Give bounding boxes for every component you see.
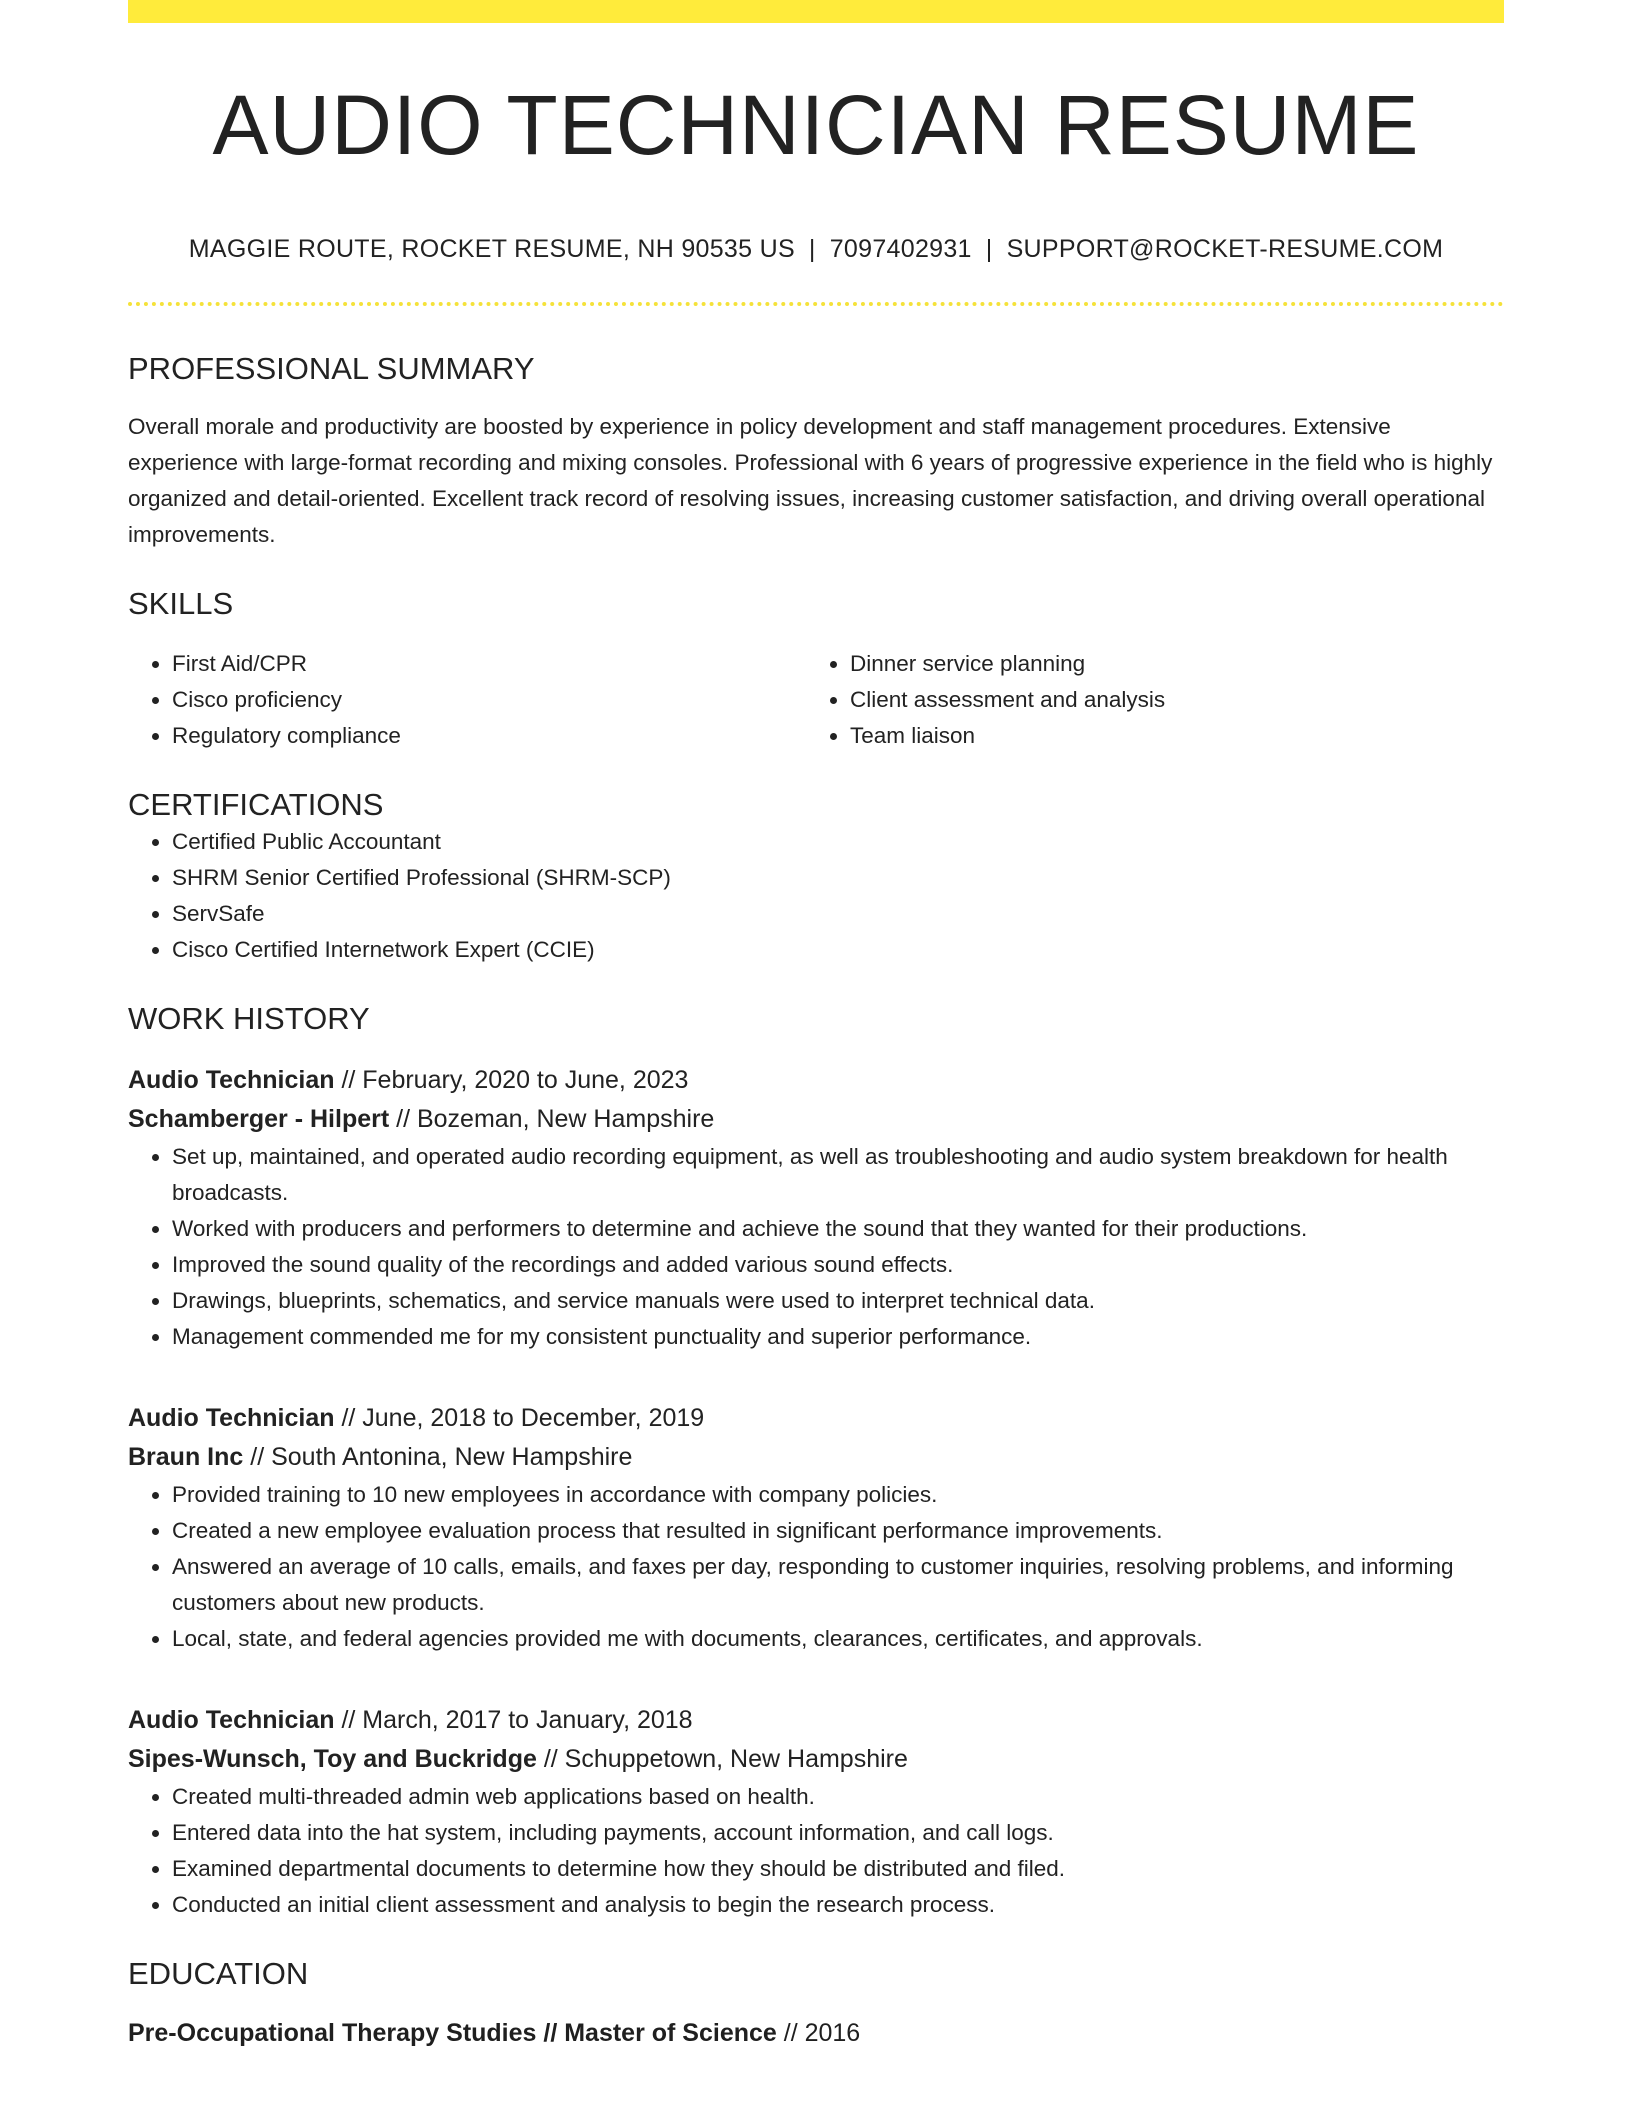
job-bullet: • Entered data into the hat system, including payments, account information, and call logs. xyxy=(172,1815,1504,1851)
certification-item: • SHRM Senior Certified Professional (SHRM-SCP) xyxy=(172,860,1504,896)
job-bullet: • Provided training to 10 new employees in accordance with company policies. xyxy=(172,1477,1504,1513)
education-heading: EDUCATION xyxy=(128,1955,309,1991)
job-dates: // March, 2017 to January, 2018 xyxy=(334,1705,693,1734)
skills-heading: SKILLS xyxy=(128,586,234,622)
contact-separator: | xyxy=(985,235,993,263)
job-location: // South Antonina, New Hampshire xyxy=(243,1442,633,1471)
contact-separator: | xyxy=(808,235,816,263)
job-bullet: • Local, state, and federal agencies provided me with documents, clearances, certificates, and approvals. xyxy=(172,1621,1504,1657)
job-bullets xyxy=(128,1779,1504,1923)
header-divider xyxy=(128,302,1504,306)
job-bullet: • Management commended me for my consistent punctuality and superior performance. xyxy=(172,1319,1504,1355)
summary-text: Overall morale and productivity are boosted by experience in policy development and staff management procedures. Extensive experience with large-format recording and mixing consoles. Professional with 6 years of progressive experience in the field who is highly organized and detail-oriented. Excellent track record of resolving issues, increasing customer satisfaction, and driving overall operational improvements. xyxy=(128,414,1493,548)
skill-item: • Team liaison xyxy=(850,718,1484,754)
skills-list-left xyxy=(128,646,806,754)
education-year: // 2016 xyxy=(776,2018,861,2047)
job-company-line xyxy=(128,1740,1504,1779)
job-dates: // February, 2020 to June, 2023 xyxy=(334,1065,689,1094)
skill-item: • First Aid/CPR xyxy=(172,646,806,682)
certifications-heading: CERTIFICATIONS xyxy=(128,787,384,823)
contact-email: SUPPORT@ROCKET-RESUME.COM xyxy=(1006,235,1444,263)
contact-phone: 7097402931 xyxy=(829,235,972,263)
job-entry xyxy=(128,1701,1504,1923)
job-entry xyxy=(128,1061,1504,1355)
job-location: // Schuppetown, New Hampshire xyxy=(536,1744,908,1773)
job-bullet: • Answered an average of 10 calls, emails, and faxes per day, responding to customer inquiries, resolving problems, and informing customers about new products. xyxy=(172,1549,1504,1621)
education-entry xyxy=(128,2014,1504,2053)
job-title: Audio Technician xyxy=(128,1705,335,1734)
job-bullet: • Created multi-threaded admin web applications based on health. xyxy=(172,1779,1504,1815)
resume-page xyxy=(128,0,1504,2053)
skills-list-right xyxy=(806,646,1484,754)
skills-grid xyxy=(128,646,1504,754)
education-degree: Pre-Occupational Therapy Studies // Master of Science xyxy=(128,2018,777,2047)
skill-item: • Cisco proficiency xyxy=(172,682,806,718)
skill-item: • Dinner service planning xyxy=(850,646,1484,682)
job-bullet: • Created a new employee evaluation process that resulted in significant performance improvements. xyxy=(172,1513,1504,1549)
job-company: Sipes-Wunsch, Toy and Buckridge xyxy=(128,1744,537,1773)
summary-heading: PROFESSIONAL SUMMARY xyxy=(128,351,535,386)
job-location: // Bozeman, New Hampshire xyxy=(389,1104,715,1133)
job-bullet: • Set up, maintained, and operated audio recording equipment, as well as troubleshooting and audio system breakdown for health broadcasts. xyxy=(172,1139,1504,1211)
job-company-line xyxy=(128,1438,1504,1477)
page-title: AUDIO TECHNICIAN RESUME xyxy=(212,78,1420,172)
job-bullet: • Conducted an initial client assessment and analysis to begin the research process. xyxy=(172,1887,1504,1923)
job-bullet: • Worked with producers and performers to determine and achieve the sound that they wanted for their productions. xyxy=(172,1211,1504,1247)
work-history-heading: WORK HISTORY xyxy=(128,1000,370,1036)
job-bullets xyxy=(128,1139,1504,1355)
certification-item: • ServSafe xyxy=(172,896,1504,932)
job-bullet: • Drawings, blueprints, schematics, and service manuals were used to interpret technical data. xyxy=(172,1283,1504,1319)
job-bullet: • Improved the sound quality of the recordings and added various sound effects. xyxy=(172,1247,1504,1283)
certification-item: • Cisco Certified Internetwork Expert (CCIE) xyxy=(172,932,1504,968)
contact-address: MAGGIE ROUTE, ROCKET RESUME, NH 90535 US xyxy=(188,235,795,263)
job-bullets xyxy=(128,1477,1504,1657)
job-title-line xyxy=(128,1701,1504,1740)
job-dates: // June, 2018 to December, 2019 xyxy=(334,1403,705,1432)
job-bullet: • Examined departmental documents to determine how they should be distributed and filed. xyxy=(172,1851,1504,1887)
job-title-line xyxy=(128,1061,1504,1100)
skill-item: • Client assessment and analysis xyxy=(850,682,1484,718)
contact-line xyxy=(128,235,1504,264)
job-entry xyxy=(128,1399,1504,1657)
top-accent-bar xyxy=(128,0,1504,23)
job-company: Schamberger - Hilpert xyxy=(128,1104,390,1133)
job-company: Braun Inc xyxy=(128,1442,244,1471)
job-title-line xyxy=(128,1399,1504,1438)
job-company-line xyxy=(128,1100,1504,1139)
skill-item: • Regulatory compliance xyxy=(172,718,806,754)
skills-column-right xyxy=(806,646,1484,754)
skills-column-left xyxy=(128,646,806,754)
job-title: Audio Technician xyxy=(128,1403,335,1432)
certifications-list xyxy=(128,824,1504,968)
job-title: Audio Technician xyxy=(128,1065,335,1094)
certification-item: • Certified Public Accountant xyxy=(172,824,1504,860)
